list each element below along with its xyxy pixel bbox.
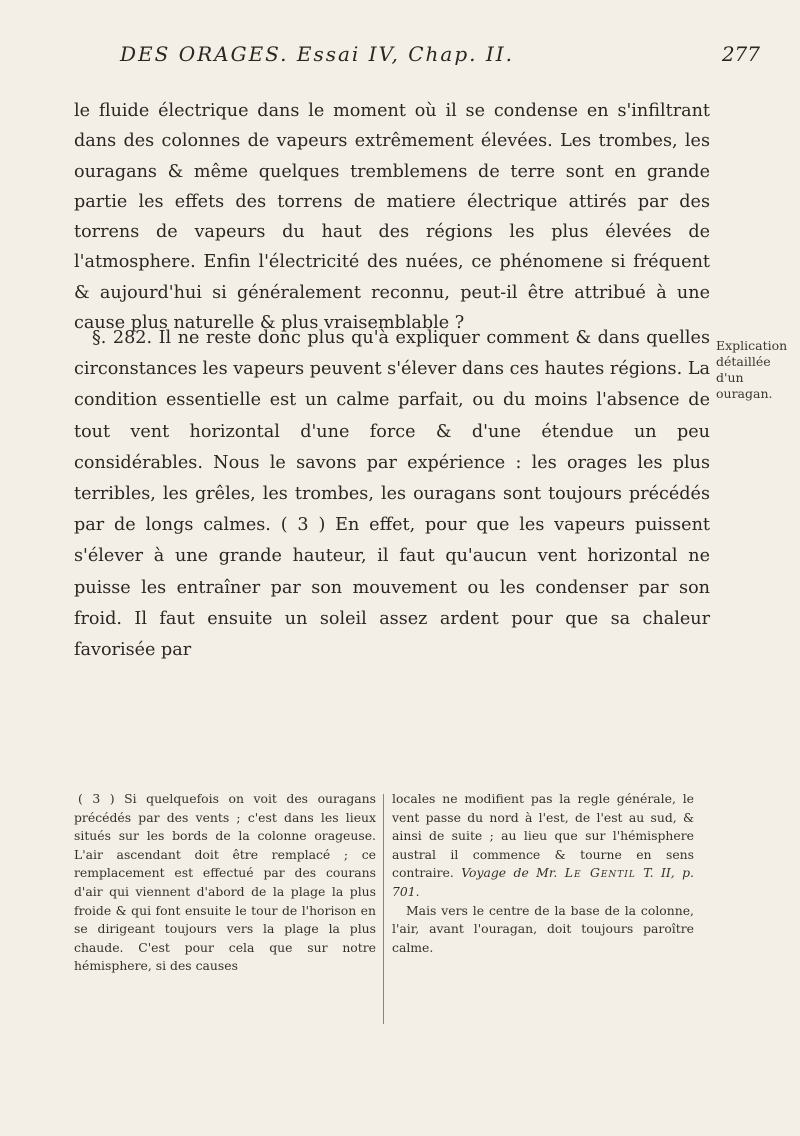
footnote-citation-title: Voyage de Mr. [461,865,558,881]
running-head: DES ORAGES. Essai IV, Chap. II. [120,42,515,66]
footnote-right-text: locales ne modifient pas la regle générale, le vent passe du nord à l'est, de l'est au sud, & ainsi de suite ; au lieu que sur l'hémisphere austral il commence & tourne en sens contraire. [392,791,694,881]
page-header [120,42,760,82]
footnote-right-column [392,790,694,957]
footnote-citation-author: Le Gentil [564,865,636,881]
margin-note: Explication détaillée d'un ouragan. [716,338,788,401]
footnote-divider [383,794,384,1024]
footnote-citation-reference: T. II, p. 701. [392,865,694,899]
page-number: 277 [721,42,760,66]
footnote-left-column: ( 3 ) Si quelquefois on voit des ouragans précédés par des vents ; c'est dans les lieux situés sur les bords de la colonne orageuse. L'air ascendant doit être remplacé ; ce remplacement est effectué par des courans d'air qui viennent d'abord de la plage la plus froide & qui font ensuite le tour de l'horison en se dirigeant toujours vers la plage la plus chaude. C'est pour cela que sur notre hémisphere, si des causes [74,791,376,974]
paragraph-continuation: le fluide électrique dans le moment où il se condense en s'infiltrant dans des colonnes de vapeurs extrêmement élevées. Les trombes, les ouragans & même quelques tremblemens de terre sont en grande partie les effets des torrens de matiere électrique attirés par des torrens de vapeurs du haut des régions les plus élevées de l'atmosphere. Enfin l'électricité des nuées, ce phénomene si fréquent & aujourd'hui si généralement reconnu, peut-il être attribué à une cause plus naturelle & plus vraisemblable ? [74,101,710,334]
paragraph-282: §. 282. Il ne reste donc plus qu'à expliquer comment & dans quelles circonstances les vapeurs peuvent s'élever dans ces hautes régions. La condition essentielle est un calme parfait, ou du moins l'absence de tout vent horizontal d'une force & d'une étendue un peu considérables. Nous le savons par expérience : les orages les plus terribles, les grêles, les trombes, les ouragans sont toujours précédés par de longs calmes. ( 3 ) En effet, pour que les vapeurs puissent s'élever à une grande hauteur, il faut qu'aucun vent horizontal ne puisse les entraîner par son mouvement ou les condenser par son froid. Il faut ensuite un soleil assez ardent pour que sa chaleur favorisée par [74,328,710,661]
footnote-right-continuation: Mais vers le centre de la base de la colonne, l'air, avant l'ouragan, doit toujours paroître calme. [392,902,694,955]
footnotes [74,790,710,1030]
